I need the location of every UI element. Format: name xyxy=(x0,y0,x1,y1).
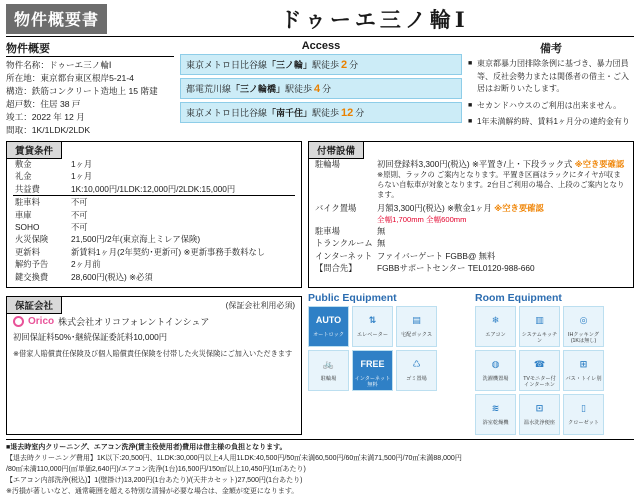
washlet-icon xyxy=(519,394,560,435)
access-station: 「三ノ輪橋」 xyxy=(231,84,286,94)
equipment-contact-key: 【問合先】 xyxy=(315,263,357,274)
access-station: 「南千住」 xyxy=(267,108,313,118)
equipment-row xyxy=(315,237,627,249)
access-item xyxy=(180,54,462,75)
bathroom-dryer-icon xyxy=(475,394,516,435)
equipment-value-main: 初回登録料3,300円(税込) ※平置き/上・下段ラック式 xyxy=(377,159,573,169)
access-station: 「三ノ輪」 xyxy=(267,60,313,70)
rent-key: SOHO xyxy=(15,222,40,233)
table-row xyxy=(13,233,295,245)
guarantee-and-equipment-section xyxy=(6,292,634,435)
washing-machine-space-icon xyxy=(475,350,516,391)
rent-value: 不可 xyxy=(71,209,88,220)
rent-key: 更新料 xyxy=(15,246,40,257)
guarantee-fee: 初回保証料50%･継続保証委託料10,000円 xyxy=(13,332,167,343)
overview-row: 物件名称：ドゥーエ三ノ輪Ⅰ xyxy=(6,60,112,70)
rent-terms-box xyxy=(6,141,302,288)
access-line: 東京メトロ日比谷線 xyxy=(186,108,268,118)
remarks-item: ■ セカンドハウスのご利用は出来ません。 xyxy=(468,100,634,113)
table-row xyxy=(13,209,295,221)
trash-yard-icon xyxy=(396,350,437,391)
tv-intercom-icon xyxy=(519,350,560,391)
equipment-row xyxy=(315,158,627,200)
rent-key: 車庫 xyxy=(15,209,32,220)
rent-key: 駐車料 xyxy=(13,196,69,209)
air-conditioner-glyph: ❄ xyxy=(491,314,500,325)
bicycle-parking-caption: 駐輪場 xyxy=(320,376,337,383)
bathroom-dryer-caption: 浴室乾燥機 xyxy=(482,420,509,427)
rent-value: 28,600円(税込) ※必須 xyxy=(71,271,153,282)
equipment-value-main: 月額3,300円(税込) ※敷金1ヶ月 xyxy=(377,203,492,214)
rent-key: 礼金 xyxy=(15,171,32,182)
table-row xyxy=(13,196,295,209)
overview-row: 超戸数：住居 38 戸 xyxy=(6,99,81,109)
rent-terms-label: 賃貸条件 xyxy=(6,141,62,159)
bath-toilet-separate-caption: バス・トイレ別 xyxy=(565,376,602,383)
equipment-value-note: ※原則、ラックの ご案内となります。平置き区画はラックにタイヤが収まらない自転車が対象となります。2台目ご利用の場合、上段のご案内となります。 xyxy=(377,170,625,200)
rent-key: 火災保険 xyxy=(15,234,49,245)
rent-key: 敷金 xyxy=(15,159,32,169)
equipment-key: 駐車場 xyxy=(315,225,340,236)
guarantee-insurance-note: ※借家人賠償責任保険及び個人賠償責任保険を付帯した火災保険にご加入いただきます xyxy=(13,349,293,359)
overview-row: 構造：鉄筋コンクリート造地上 15 階建 xyxy=(6,86,158,96)
rent-terms-table xyxy=(13,158,295,283)
auto-lock-glyph: AUTO xyxy=(315,314,342,325)
washlet-glyph: ⊡ xyxy=(535,402,544,413)
air-conditioner-icon xyxy=(475,306,516,347)
free-internet-caption: インターネット無料 xyxy=(354,376,391,389)
access-unit: 分 xyxy=(355,108,365,118)
free-internet-icon xyxy=(352,350,393,391)
table-row xyxy=(13,158,295,170)
room-equipment-icons xyxy=(475,306,634,435)
public-equipment-title: Public Equipment xyxy=(308,292,397,305)
guarantee-company-name: 株式会社オリコフォレントインシュア xyxy=(58,317,210,328)
equipment-contact-value: FGBBサポートセンター TEL0120-988-660 xyxy=(377,263,535,274)
rent-key: 共益費 xyxy=(15,183,40,194)
access-title: Access xyxy=(301,40,341,52)
bathroom-dryer-glyph: ≋ xyxy=(491,402,500,413)
system-kitchen-caption: システムキッチン xyxy=(521,332,558,345)
bath-toilet-separate-icon xyxy=(563,350,604,391)
guarantee-brand: Orico xyxy=(28,316,55,328)
remarks-column xyxy=(468,40,634,137)
ih-cooking-heater-glyph: ◎ xyxy=(579,314,588,325)
overview-row: 所在地：東京都台東区根岸5-21-4 xyxy=(6,73,134,83)
header-divider xyxy=(6,36,634,37)
remarks-item: ■ 1年未満解約時、賃料1ヶ月分の違約金有り xyxy=(468,116,634,129)
trash-yard-caption: ゴミ置場 xyxy=(406,376,427,383)
rent-value: 1ヶ月 xyxy=(71,159,93,169)
equipment-row xyxy=(315,262,627,274)
guarantee-label: 保証会社 xyxy=(6,296,62,314)
elevator-icon xyxy=(352,306,393,347)
equipment-icon-panels xyxy=(308,292,634,435)
access-item xyxy=(180,102,462,123)
footer-line: /80㎡未満110,000円(㎡単価2,640円)/エアコン洗浄(1台)16,500円/150㎡以上10,450円(1㎡あたり) xyxy=(6,466,306,474)
equipment-row xyxy=(315,225,627,237)
ih-cooking-heater-caption: IHクッキング (1Kは無し) xyxy=(568,332,599,345)
access-line: 都電荒川線 xyxy=(186,84,232,94)
overview-title: 物件概要 xyxy=(6,40,174,57)
rent-value: 1ヶ月 xyxy=(71,171,93,182)
closet-caption: クローゼット xyxy=(568,420,599,427)
table-row xyxy=(13,258,295,270)
equipment-key: インターネット xyxy=(315,250,373,261)
rent-value: 新賃料1ヶ月(2年契約･更新可) ※更新事務手数料なし xyxy=(71,246,266,257)
delivery-box-icon xyxy=(396,306,437,347)
air-conditioner-caption: エアコン xyxy=(485,332,506,339)
system-kitchen-glyph: ▥ xyxy=(535,314,544,325)
equipment-body xyxy=(309,142,633,278)
room-equipment-title: Room Equipment xyxy=(475,292,562,305)
table-row xyxy=(13,183,295,196)
footer-line: ■退去時室内クリーニング、エアコン洗浄(賃主役使用者)費用は借主様の負担となります。 xyxy=(6,444,287,452)
equipment-value xyxy=(377,158,627,200)
tv-intercom-caption: TVモニター付 インターホン xyxy=(523,376,556,389)
elevator-glyph: ⇅ xyxy=(368,314,377,325)
auto-lock-caption: オートロック xyxy=(312,332,345,339)
access-minutes: 12 xyxy=(341,106,354,119)
access-minutes: 2 xyxy=(341,58,348,71)
system-kitchen-icon xyxy=(519,306,560,347)
equipment-value: 無 xyxy=(377,238,386,249)
ih-cooking-heater-icon xyxy=(563,306,604,347)
terms-section xyxy=(6,141,634,288)
access-suffix: 駅徒歩 xyxy=(312,60,340,70)
bicycle-parking-icon xyxy=(308,350,349,391)
public-equipment-panel xyxy=(308,292,467,435)
access-line: 東京メトロ日比谷線 xyxy=(186,60,268,70)
public-equipment-icons xyxy=(308,306,467,391)
auto-lock-icon xyxy=(308,306,349,347)
guarantee-box xyxy=(6,296,302,435)
rent-value: 不可 xyxy=(71,222,88,233)
tv-intercom-glyph: ☎ xyxy=(533,358,546,369)
footer-line: ※汚損が著しいなど、通常範囲を超える特別な清掃が必要な場合は、金額が変更になります。 xyxy=(6,488,299,496)
closet-glyph: ▯ xyxy=(581,402,586,413)
document-header xyxy=(6,4,634,34)
equipment-key: トランクルーム xyxy=(315,238,373,249)
upper-section xyxy=(6,40,634,137)
document-title: 物件概要書 xyxy=(6,4,107,34)
bicycle-parking-glyph: 🚲 xyxy=(322,358,335,369)
delivery-box-caption: 宅配ボックス xyxy=(400,332,433,339)
access-suffix: 駅徒歩 xyxy=(285,84,313,94)
equipment-row xyxy=(315,202,627,224)
washlet-caption: 温水洗浄便座 xyxy=(523,420,556,427)
equipment-availability-note: ※空き要確認 xyxy=(574,159,625,169)
guarantee-required-note: (保証会社利用必須) xyxy=(225,301,295,311)
equipment-value: ファイバーゲート FGBB@ 無料 xyxy=(377,250,496,261)
rent-terms-body xyxy=(7,142,301,287)
overview-rows xyxy=(6,59,174,137)
overview-row: 間取：1K/1LDK/2LDK xyxy=(6,125,91,135)
rent-value: 21,500円/2年(東京海上ミレア保険) xyxy=(71,234,201,245)
remarks-item: ■ 東京都暴力団排除条例に基づき、暴力団員等、反社会勢力または関係者の借主・ご入居はお断りいたします。 xyxy=(468,58,634,96)
access-column xyxy=(180,40,462,137)
remarks-title: 備考 xyxy=(540,43,562,55)
equipment-box xyxy=(308,141,634,288)
guarantee-company xyxy=(13,315,295,328)
property-title: ドゥーエ三ノ輪Ⅰ xyxy=(280,8,469,32)
rent-key: 解約予告 xyxy=(15,259,49,270)
rent-key: 鍵交換費 xyxy=(15,271,49,282)
closet-icon xyxy=(563,394,604,435)
footer-notes xyxy=(6,439,634,497)
access-list xyxy=(180,54,462,123)
equipment-size-note: 全幅1,700mm 全幅600mm xyxy=(377,214,467,224)
orico-logo-icon xyxy=(13,316,24,327)
rent-value: 1K:10,000円/1LDK:12,000円/2LDK:15,000円 xyxy=(71,183,236,194)
washing-machine-space-glyph: ◍ xyxy=(491,358,500,369)
equipment-availability-note: ※空き要確認 xyxy=(494,203,544,214)
rent-value: 2ヶ月前 xyxy=(71,259,101,270)
equipment-value xyxy=(377,202,627,224)
access-item xyxy=(180,78,462,99)
remarks-list xyxy=(468,58,634,129)
bath-toilet-separate-glyph: ⊞ xyxy=(579,358,588,369)
access-unit: 分 xyxy=(322,84,332,94)
washing-machine-space-caption: 洗濯機置場 xyxy=(482,376,509,383)
access-minutes: 4 xyxy=(314,82,321,95)
trash-yard-glyph: ♺ xyxy=(412,358,421,369)
equipment-value: 無 xyxy=(377,225,386,236)
delivery-box-glyph: ▤ xyxy=(412,314,421,325)
equipment-row xyxy=(315,250,627,262)
equipment-key: バイク置場 xyxy=(315,203,357,214)
table-row xyxy=(13,170,295,182)
rent-value: 不可 xyxy=(69,196,295,209)
table-row xyxy=(13,221,295,233)
overview-row: 竣工：2022 年 12 月 xyxy=(6,112,85,122)
room-equipment-panel xyxy=(475,292,634,435)
access-unit: 分 xyxy=(349,60,359,70)
equipment-label: 付帯設備 xyxy=(308,141,364,159)
elevator-caption: エレベーター xyxy=(356,332,389,339)
equipment-key: 駐輪場 xyxy=(315,159,340,169)
table-row xyxy=(13,271,295,283)
footer-line: 【エアコン内部洗浄(税込)】1(壁掛け)13,200円(1台あたり)/(天井カセット)27,500円(1台あたり) xyxy=(6,477,303,485)
free-internet-glyph: FREE xyxy=(360,358,385,369)
access-suffix: 駅徒歩 xyxy=(312,108,340,118)
footer-line: 【退去時クリーニング費用】1K以下:20,500円、1LDK:30,000円以上4人用1LDK:40,500円/50㎡未満60,500円/60㎡未満71,500円/70㎡未満88,000円 xyxy=(6,455,462,463)
overview-column xyxy=(6,40,174,137)
table-row xyxy=(13,246,295,258)
